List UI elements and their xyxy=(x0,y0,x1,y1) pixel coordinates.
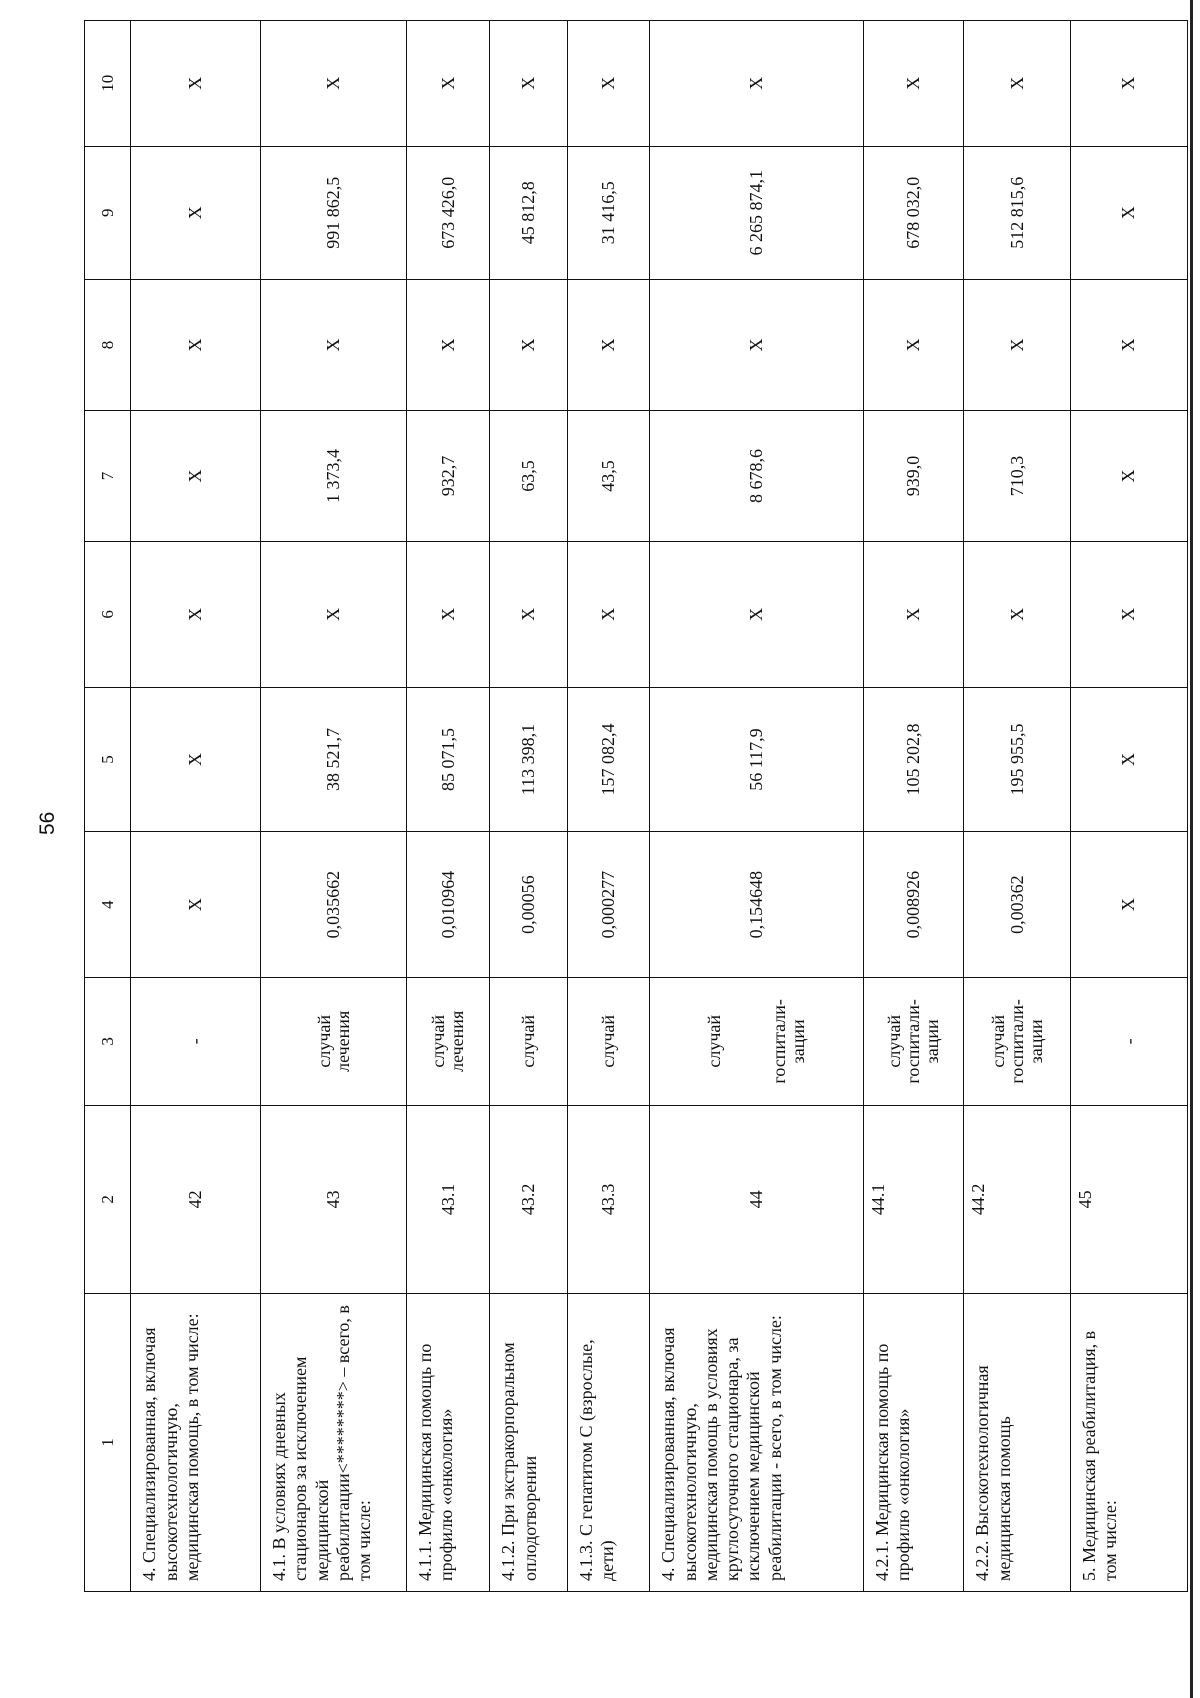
value-cell-col8: X xyxy=(568,279,650,410)
value-cell-col10: X xyxy=(863,21,964,147)
column-header-2: 2 xyxy=(85,1105,131,1293)
table-row xyxy=(964,21,1071,1592)
value-cell-col6: X xyxy=(863,542,964,688)
unit-line: случай xyxy=(704,1015,725,1068)
column-header-9: 9 xyxy=(85,146,131,279)
unit-cell: случай госпитали-зации xyxy=(863,977,964,1105)
row-description: 5. Медицинская реабилитация, в том числе: xyxy=(1070,1293,1187,1591)
value-cell-col5: 56 117,9 xyxy=(650,687,863,832)
row-code: 44.1 xyxy=(863,1105,964,1293)
value-cell-col4: 0,008926 xyxy=(863,832,964,978)
unit-cell: - xyxy=(131,977,261,1105)
row-description: 4.2.2. Высокотехнологичная медицинская помощь xyxy=(964,1293,1071,1591)
value-cell-col7: 710,3 xyxy=(964,411,1071,542)
value-cell-col9: X xyxy=(131,146,261,279)
table-row xyxy=(407,21,490,1592)
table-row xyxy=(650,21,863,1592)
column-header-8: 8 xyxy=(85,279,131,410)
value-cell-col10: X xyxy=(964,21,1071,147)
value-cell-col9: X xyxy=(1070,146,1187,279)
value-cell-col6: X xyxy=(407,542,490,688)
row-code: 43.1 xyxy=(407,1105,490,1293)
unit-cell: случай госпитали-зации xyxy=(964,977,1071,1105)
unit-cell: - xyxy=(1070,977,1187,1105)
value-cell-col7: 1 373,4 xyxy=(261,411,407,542)
value-cell-col6: X xyxy=(261,542,407,688)
value-cell-col4: X xyxy=(1070,832,1187,978)
value-cell-col4: 0,000277 xyxy=(568,832,650,978)
row-code: 42 xyxy=(131,1105,261,1293)
table-row xyxy=(863,21,964,1592)
value-cell-col9: 673 426,0 xyxy=(407,146,490,279)
table-row xyxy=(490,21,568,1592)
unit-cell: случай xyxy=(490,977,568,1105)
row-code: 45 xyxy=(1070,1105,1187,1293)
table-row xyxy=(568,21,650,1592)
value-cell-col7: X xyxy=(1070,411,1187,542)
row-description: 4. Специализированная, включая высокотехнологичную, медицинская помощь в условиях круглосуточного стационара, за исключением медицинской реабилитации - всего, в том числе: xyxy=(650,1293,863,1591)
row-code: 43.2 xyxy=(490,1105,568,1293)
column-header-6: 6 xyxy=(85,542,131,688)
value-cell-col7: 43,5 xyxy=(568,411,650,542)
value-cell-col5: 195 955,5 xyxy=(964,687,1071,832)
unit-cell: случай лечения xyxy=(407,977,490,1105)
value-cell-col5: 113 398,1 xyxy=(490,687,568,832)
value-cell-col10: X xyxy=(650,21,863,147)
row-description: 4.1.1. Медицинская помощь по профилю «онкология» xyxy=(407,1293,490,1591)
value-cell-col8: X xyxy=(1070,279,1187,410)
table-row xyxy=(261,21,407,1592)
value-cell-col8: X xyxy=(261,279,407,410)
row-code: 43 xyxy=(261,1105,407,1293)
table-row xyxy=(131,21,261,1592)
value-cell-col7: 939,0 xyxy=(863,411,964,542)
value-cell-col6: X xyxy=(131,542,261,688)
value-cell-col9: 45 812,8 xyxy=(490,146,568,279)
value-cell-col5: X xyxy=(131,687,261,832)
value-cell-col10: X xyxy=(568,21,650,147)
row-description: 4.1. В условиях дневных стационаров за исключением медицинской реабилитации<********> – всего, в том числе: xyxy=(261,1293,407,1591)
row-code: 44 xyxy=(650,1105,863,1293)
value-cell-col6: X xyxy=(490,542,568,688)
value-cell-col4: 0,010964 xyxy=(407,832,490,978)
column-header-7: 7 xyxy=(85,411,131,542)
value-cell-col10: X xyxy=(407,21,490,147)
value-cell-col8: X xyxy=(131,279,261,410)
value-cell-col8: X xyxy=(650,279,863,410)
value-cell-col6: X xyxy=(964,542,1071,688)
row-code: 43.3 xyxy=(568,1105,650,1293)
row-description: 4.1.3. С гепатитом С (взрослые, дети) xyxy=(568,1293,650,1591)
column-header-5: 5 xyxy=(85,687,131,832)
value-cell-col10: X xyxy=(261,21,407,147)
value-cell-col9: 678 032,0 xyxy=(863,146,964,279)
value-cell-col5: 38 521,7 xyxy=(261,687,407,832)
row-description: 4.1.2. При экстракорпоральном оплодотворении xyxy=(490,1293,568,1591)
column-header-1: 1 xyxy=(85,1293,131,1591)
value-cell-col4: 0,00362 xyxy=(964,832,1071,978)
row-description: 4.2.1. Медицинская помощь по профилю «онкология» xyxy=(863,1293,964,1591)
value-cell-col4: 0,154648 xyxy=(650,832,863,978)
value-cell-col4: X xyxy=(131,832,261,978)
unit-cell: случай лечения xyxy=(261,977,407,1105)
column-header-10: 10 xyxy=(85,21,131,147)
unit-cell: случай xyxy=(568,977,650,1105)
table-row xyxy=(1070,21,1187,1592)
value-cell-col8: X xyxy=(407,279,490,410)
value-cell-col10: X xyxy=(1070,21,1187,147)
value-cell-col6: X xyxy=(1070,542,1187,688)
value-cell-col10: X xyxy=(490,21,568,147)
value-cell-col5: 85 071,5 xyxy=(407,687,490,832)
value-cell-col8: X xyxy=(490,279,568,410)
value-cell-col5: 157 082,4 xyxy=(568,687,650,832)
row-code: 44.2 xyxy=(964,1105,1071,1293)
value-cell-col7: X xyxy=(131,411,261,542)
value-cell-col9: 991 862,5 xyxy=(261,146,407,279)
value-cell-col10: X xyxy=(131,21,261,147)
row-description: 4. Специализированная, включая высокотехнологичную, медицинская помощь, в том числе: xyxy=(131,1293,261,1591)
value-cell-col7: 63,5 xyxy=(490,411,568,542)
column-header-4: 4 xyxy=(85,832,131,978)
value-cell-col4: 0,035662 xyxy=(261,832,407,978)
value-cell-col8: X xyxy=(964,279,1071,410)
rotated-table-frame xyxy=(84,20,1188,1592)
unit-line: госпитали-зации xyxy=(769,999,808,1084)
value-cell-col7: 932,7 xyxy=(407,411,490,542)
right-margin-rule xyxy=(1190,0,1193,1698)
value-cell-col6: X xyxy=(650,542,863,688)
value-cell-col8: X xyxy=(863,279,964,410)
value-cell-col6: X xyxy=(568,542,650,688)
column-header-3: 3 xyxy=(85,977,131,1105)
value-cell-col9: 6 265 874,1 xyxy=(650,146,863,279)
unit-cell xyxy=(650,977,863,1105)
value-cell-col5: X xyxy=(1070,687,1187,832)
value-cell-col7: 8 678,6 xyxy=(650,411,863,542)
value-cell-col9: 31 416,5 xyxy=(568,146,650,279)
page-number: 56 xyxy=(36,811,59,835)
value-cell-col4: 0,00056 xyxy=(490,832,568,978)
value-cell-col9: 512 815,6 xyxy=(964,146,1071,279)
data-table xyxy=(84,20,1188,1592)
table-header-row xyxy=(85,21,131,1592)
value-cell-col5: 105 202,8 xyxy=(863,687,964,832)
